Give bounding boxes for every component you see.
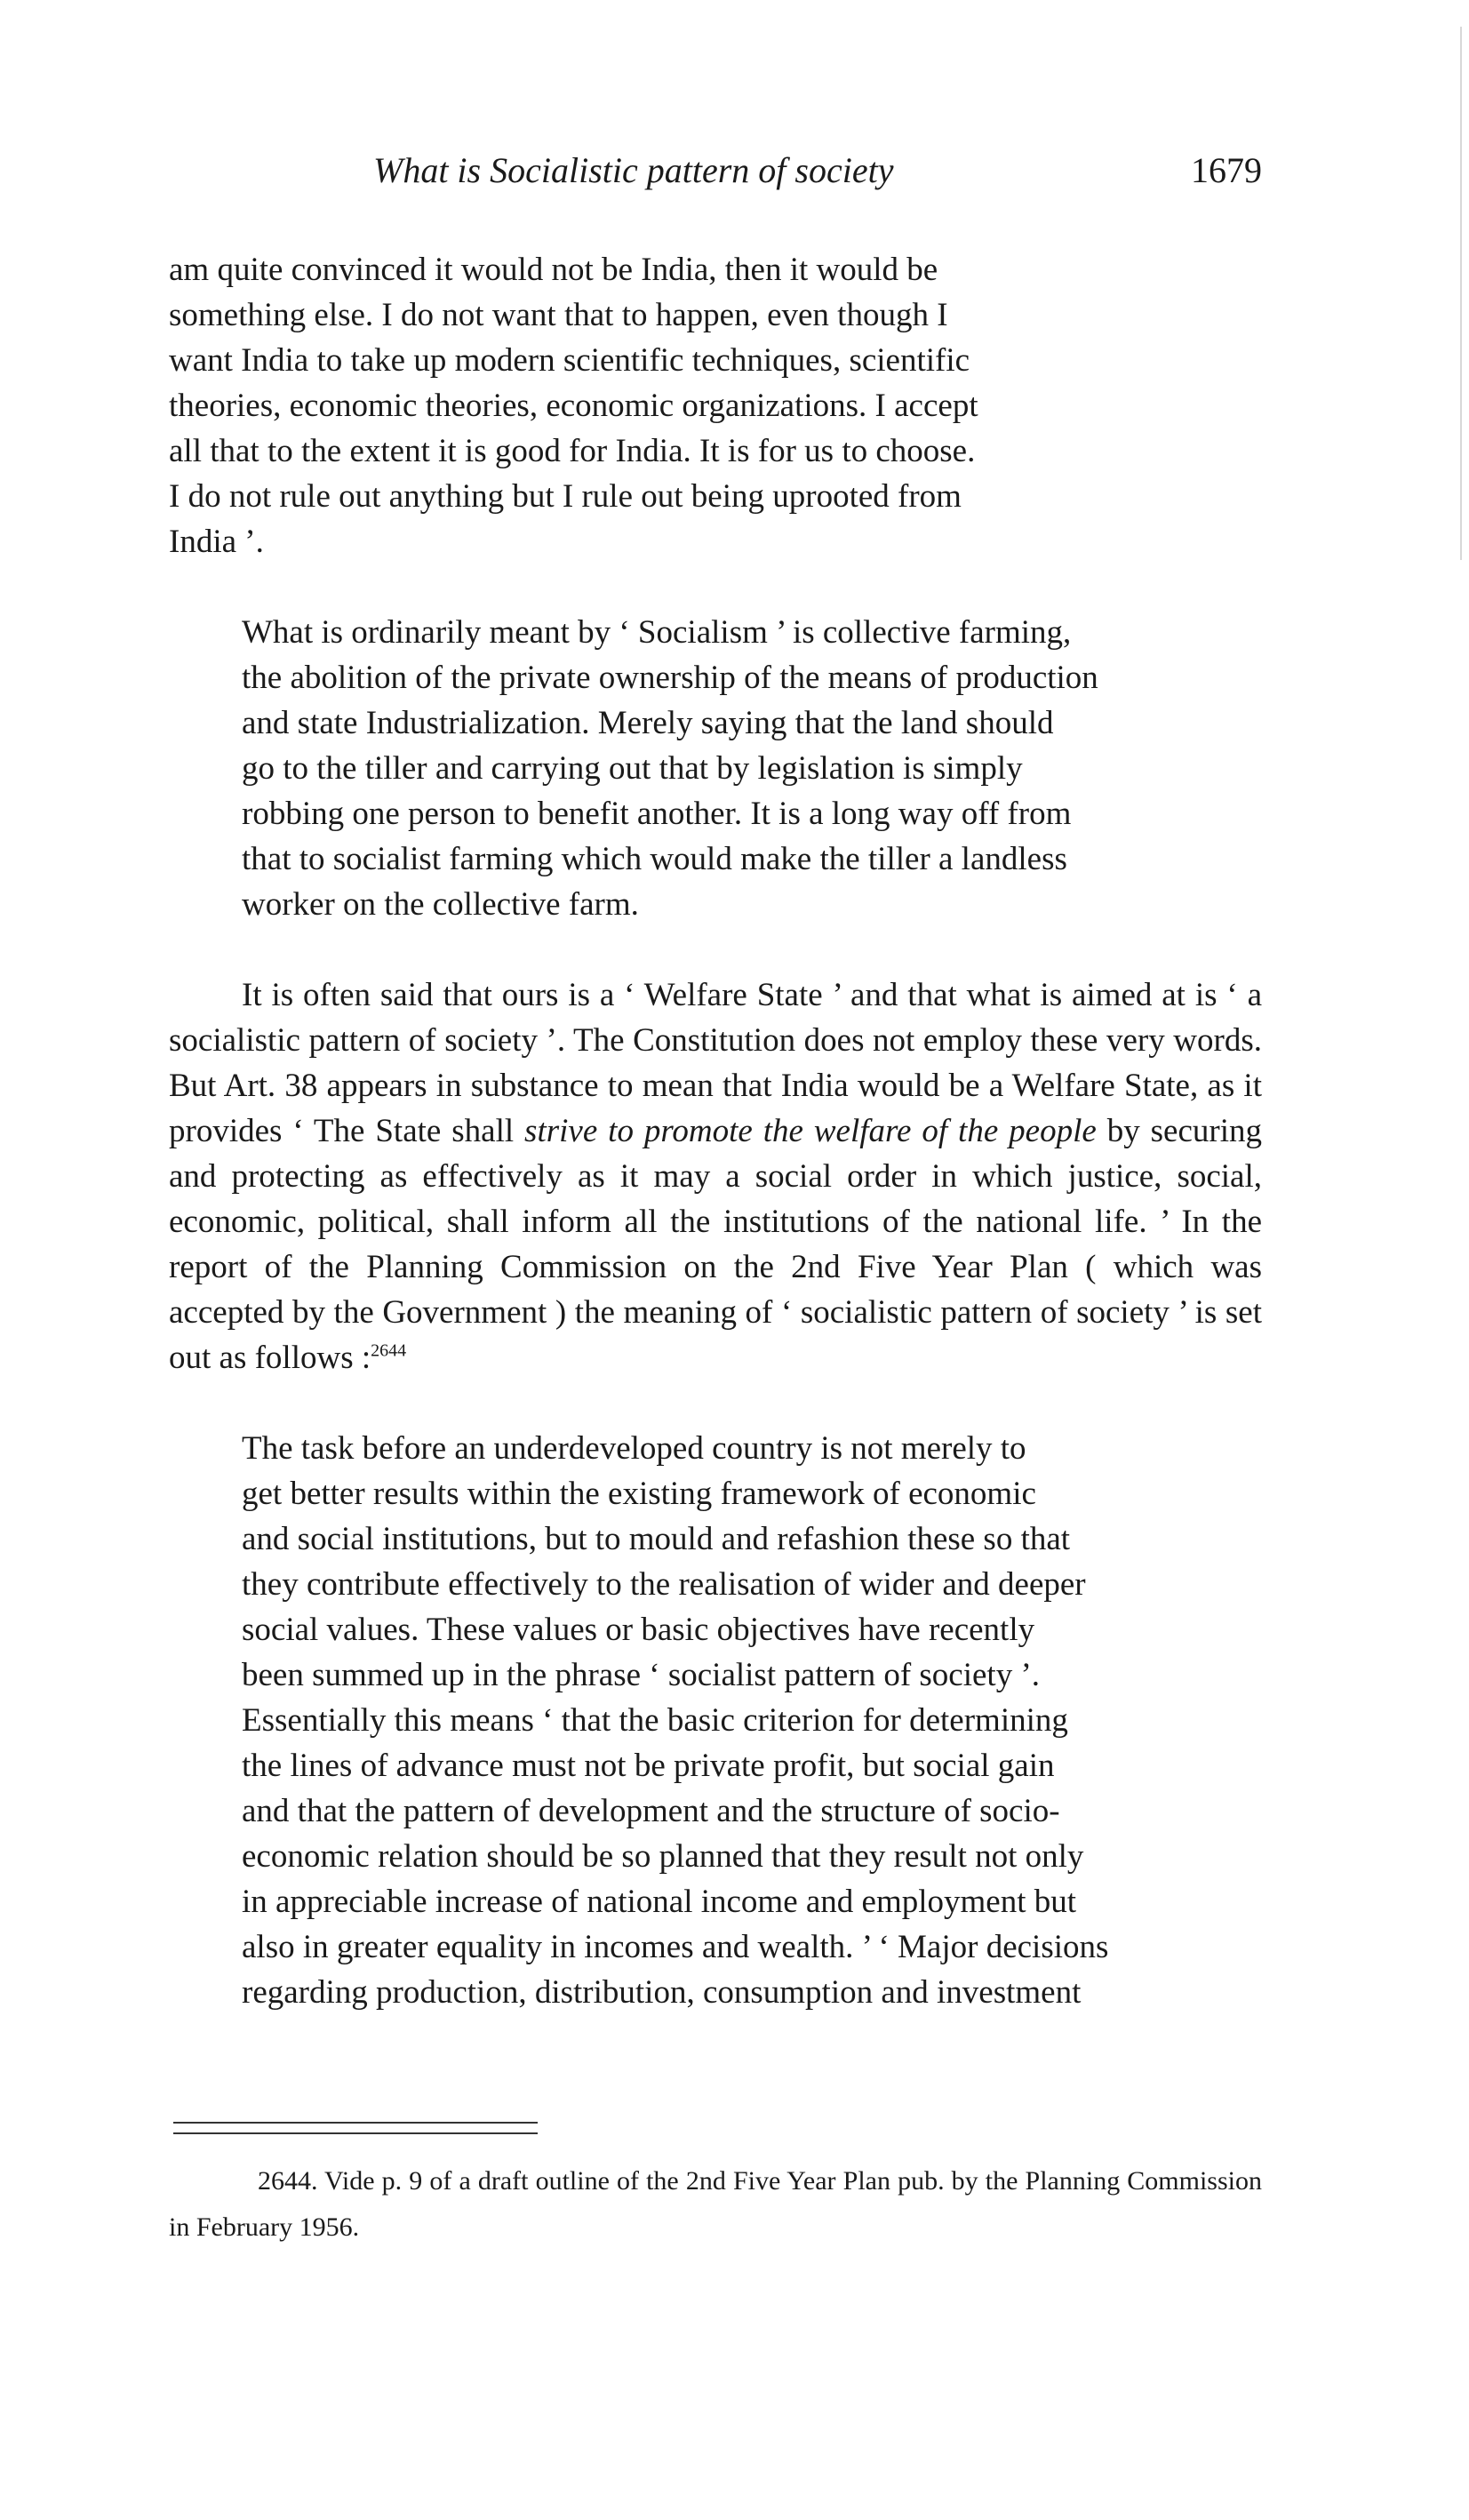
main-text	[169, 247, 1262, 2015]
text-line: theories, economic theories, economic organizations. I accept	[169, 388, 978, 424]
paragraph-socialism	[169, 610, 1262, 927]
text-line: something else. I do not want that to happen, even though I	[169, 297, 948, 333]
text-line: that to socialist farming which would make the tiller a landless	[242, 841, 1067, 877]
text-line: regarding production, distribution, consumption and investment	[242, 1974, 1082, 2011]
text-line: I do not rule out anything but I rule out being uprooted from	[169, 478, 962, 515]
text-line: and that the pattern of development and the structure of socio-	[242, 1793, 1060, 1829]
paragraph-text: It is often said that ours is a ‘ Welfare State ’ and that what is aimed at is ‘ a socialistic pattern of society ’. The Constitution does not employ these very words. But Art. 38 appears in substance to mean that India would be a Welfare State, as it provides ‘ The State shall	[169, 977, 1262, 1149]
page-header	[169, 149, 1262, 203]
text-line: the abolition of the private ownership of the means of production	[242, 660, 1098, 696]
text-line: and social institutions, but to mould and refashion these so that	[242, 1521, 1071, 1557]
footnote-reference: 2644	[371, 1340, 407, 1361]
text-line: all that to the extent it is good for India. It is for us to choose.	[169, 433, 976, 469]
text-line: The task before an underdeveloped country is not merely to	[242, 1430, 1026, 1467]
text-line: in appreciable increase of national income and employment but	[242, 1884, 1077, 1920]
text-line: get better results within the existing framework of economic	[242, 1476, 1036, 1512]
footnote: 2644. Vide p. 9 of a draft outline of the 2nd Five Year Plan pub. by the Planning Commission in February 1956.	[169, 2166, 1262, 2242]
text-line: also in greater equality in incomes and wealth. ’ ‘ Major decisions	[242, 1929, 1109, 1965]
footnote-divider	[173, 2122, 538, 2134]
text-line: robbing one person to benefit another. It is a long way off from	[242, 796, 1072, 832]
paragraph-welfare-state	[169, 972, 1262, 1380]
text-line: economic relation should be so planned that they result not only	[242, 1838, 1084, 1875]
italic-quote: strive to promote the welfare of the people	[524, 1113, 1097, 1149]
running-title: What is Socialistic pattern of society	[373, 150, 894, 190]
text-line: worker on the collective farm.	[242, 886, 639, 923]
paragraph-continuation	[169, 247, 1262, 564]
paragraph-text: by securing and protecting as effectively as it may a social order in which justice, social, economic, political, shall inform all the institutions of the national life. ’ In the report of the Planning Commission on the 2nd Five Year Plan ( which was accepted by the Government ) the meaning of ‘ socialistic pattern of society ’ is set out as follows :	[169, 1113, 1262, 1376]
text-line: social values. These values or basic objectives have recently	[242, 1612, 1035, 1648]
text-line: been summed up in the phrase ‘ socialist pattern of society ’.	[242, 1657, 1041, 1693]
text-line: they contribute effectively to the realisation of wider and deeper	[242, 1566, 1086, 1603]
page-edge-line	[1460, 27, 1462, 560]
text-line: Essentially this means ‘ that the basic criterion for determining	[242, 1702, 1068, 1739]
text-line: the lines of advance must not be private profit, but social gain	[242, 1748, 1055, 1784]
page-number: 1679	[1191, 150, 1262, 190]
text-line: What is ordinarily meant by ‘ Socialism ’ is collective farming,	[242, 614, 1072, 651]
text-line: am quite convinced it would not be India, then it would be	[169, 252, 938, 288]
text-line: want India to take up modern scientific techniques, scientific	[169, 342, 970, 379]
text-line: India ’.	[169, 524, 264, 560]
text-line: and state Industrialization. Merely saying that the land should	[242, 705, 1054, 741]
text-line: go to the tiller and carrying out that by legislation is simply	[242, 750, 1023, 787]
paragraph-quoted-plan	[169, 1426, 1262, 2015]
